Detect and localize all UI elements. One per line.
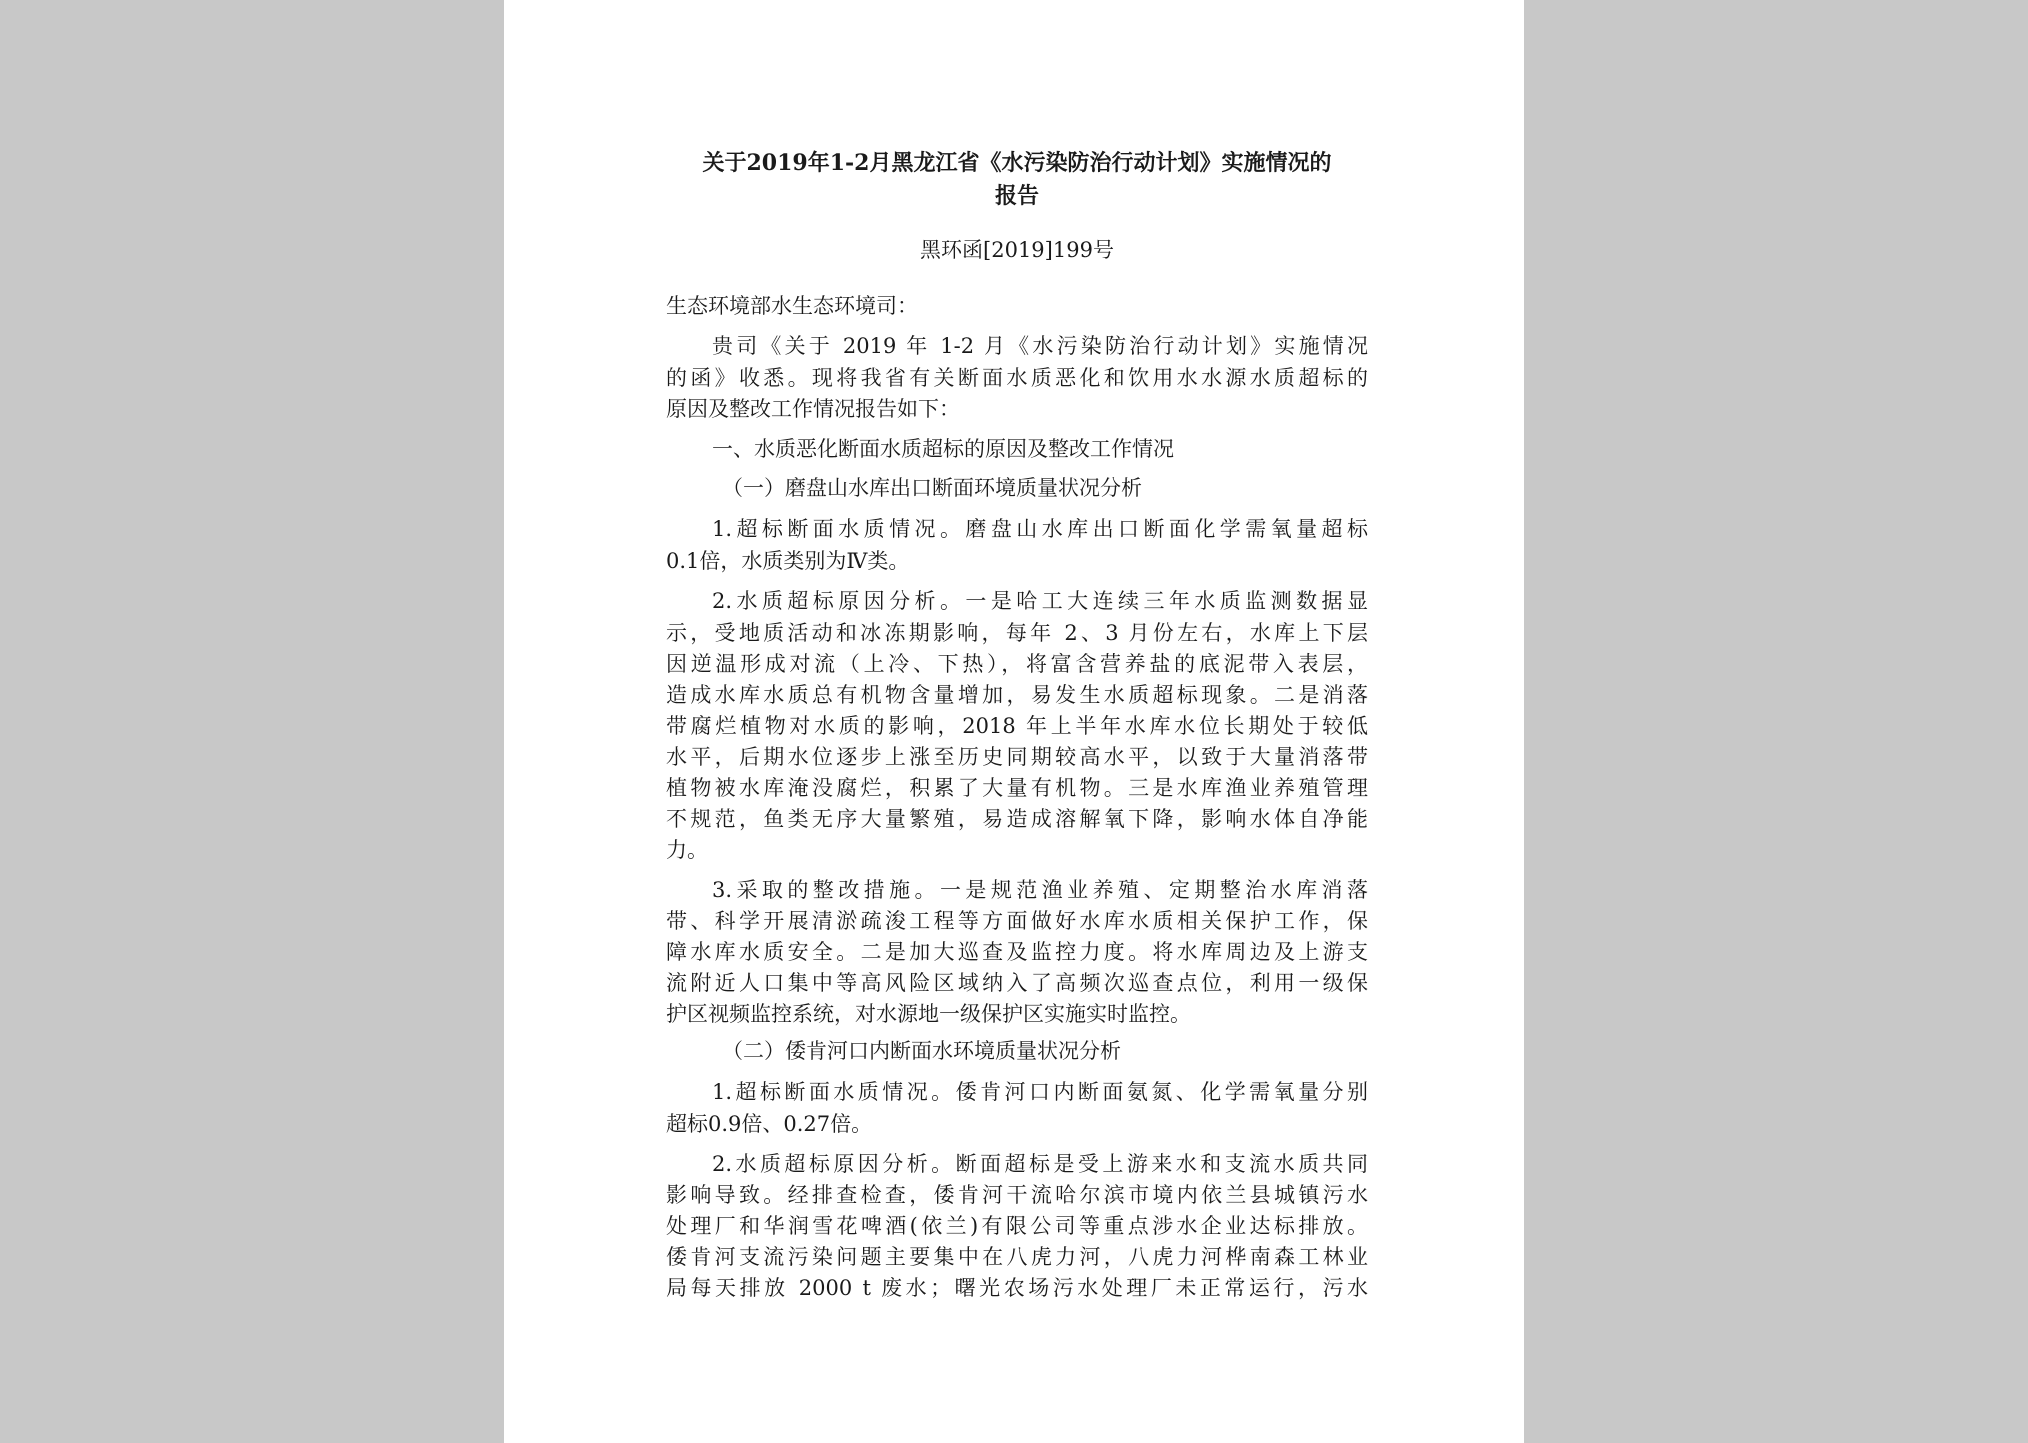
document-number: 黑环函[2019]199号 [920, 238, 1114, 262]
sub1-item2-line-2: 示，受地质活动和冰冻期影响，每年 2、3 月份左右，水库上下层 [666, 621, 1368, 645]
sub2-item2-line-2: 影响导致。经排查检查，倭肯河干流哈尔滨市境内依兰县城镇污水 [666, 1183, 1368, 1207]
sub1-item2-line-1: 2.水质超标原因分析。一是哈工大连续三年水质监测数据显 [712, 589, 1368, 613]
sub1-item3-line-1: 3.采取的整改措施。一是规范渔业养殖、定期整治水库消落 [712, 878, 1368, 902]
sub1-item2-line-9: 力。 [666, 838, 708, 862]
sub2-item2-line-4: 倭肯河支流污染问题主要集中在八虎力河，八虎力河桦南森工林业 [666, 1245, 1368, 1269]
sub1-item1-line-2: 0.1倍，水质类别为Ⅳ类。 [666, 549, 910, 573]
salutation: 生态环境部水生态环境司： [666, 294, 918, 318]
document-title-line-1: 关于2019年1-2月黑龙江省《水污染防治行动计划》实施情况的 [702, 150, 1332, 176]
sub1-item2-line-7: 植物被水库淹没腐烂，积累了大量有机物。三是水库渔业养殖管理 [666, 776, 1368, 800]
intro-line-3: 原因及整改工作情况报告如下： [666, 397, 960, 421]
sub1-item2-line-3: 因逆温形成对流（上冷、下热），将富含营养盐的底泥带入表层， [666, 652, 1368, 676]
sub2-item1-line-1: 1.超标断面水质情况。倭肯河口内断面氨氮、化学需氧量分别 [712, 1080, 1368, 1104]
intro-line-2: 的函》收悉。现将我省有关断面水质恶化和饮用水水源水质超标的 [666, 366, 1368, 390]
document-title-line-2: 报告 [994, 183, 1039, 209]
sub1-item1-line-1: 1.超标断面水质情况。磨盘山水库出口断面化学需氧量超标 [712, 517, 1368, 541]
sub1-item3-line-5: 护区视频监控系统，对水源地一级保护区实施实时监控。 [666, 1002, 1191, 1026]
sub2-item2-line-3: 处理厂和华润雪花啤酒(依兰)有限公司等重点涉水企业达标排放。 [666, 1214, 1368, 1238]
document-page [504, 0, 1524, 1443]
sub1-item2-line-6: 水平，后期水位逐步上涨至历史同期较高水平，以致于大量消落带 [666, 745, 1368, 769]
sub1-item2-line-8: 不规范，鱼类无序大量繁殖，易造成溶解氧下降，影响水体自净能 [666, 807, 1368, 831]
sub1-item3-line-4: 流附近人口集中等高风险区域纳入了高频次巡查点位，利用一级保 [666, 971, 1368, 995]
sub1-item2-line-4: 造成水库水质总有机物含量增加，易发生水质超标现象。二是消落 [666, 683, 1368, 707]
sub1-item2-line-5: 带腐烂植物对水质的影响，2018 年上半年水库水位长期处于较低 [666, 714, 1368, 738]
intro-line-1: 贵司《关于 2019 年 1-2 月《水污染防治行动计划》实施情况 [712, 334, 1368, 358]
sub1-heading: （一）磨盘山水库出口断面环境质量状况分析 [722, 476, 1142, 500]
sub2-heading: （二）倭肯河口内断面水环境质量状况分析 [722, 1039, 1121, 1063]
sub2-item2-line-1: 2.水质超标原因分析。断面超标是受上游来水和支流水质共同 [712, 1152, 1368, 1176]
sub1-item3-line-3: 障水库水质安全。二是加大巡查及监控力度。将水库周边及上游支 [666, 940, 1368, 964]
sub2-item2-line-5: 局每天排放 2000 t 废水；曙光农场污水处理厂未正常运行，污水 [666, 1276, 1368, 1300]
sub1-item3-line-2: 带、科学开展清淤疏浚工程等方面做好水库水质相关保护工作，保 [666, 909, 1368, 933]
section1-heading: 一、水质恶化断面水质超标的原因及整改工作情况 [712, 437, 1174, 461]
sub2-item1-line-2: 超标0.9倍、0.27倍。 [666, 1112, 873, 1136]
